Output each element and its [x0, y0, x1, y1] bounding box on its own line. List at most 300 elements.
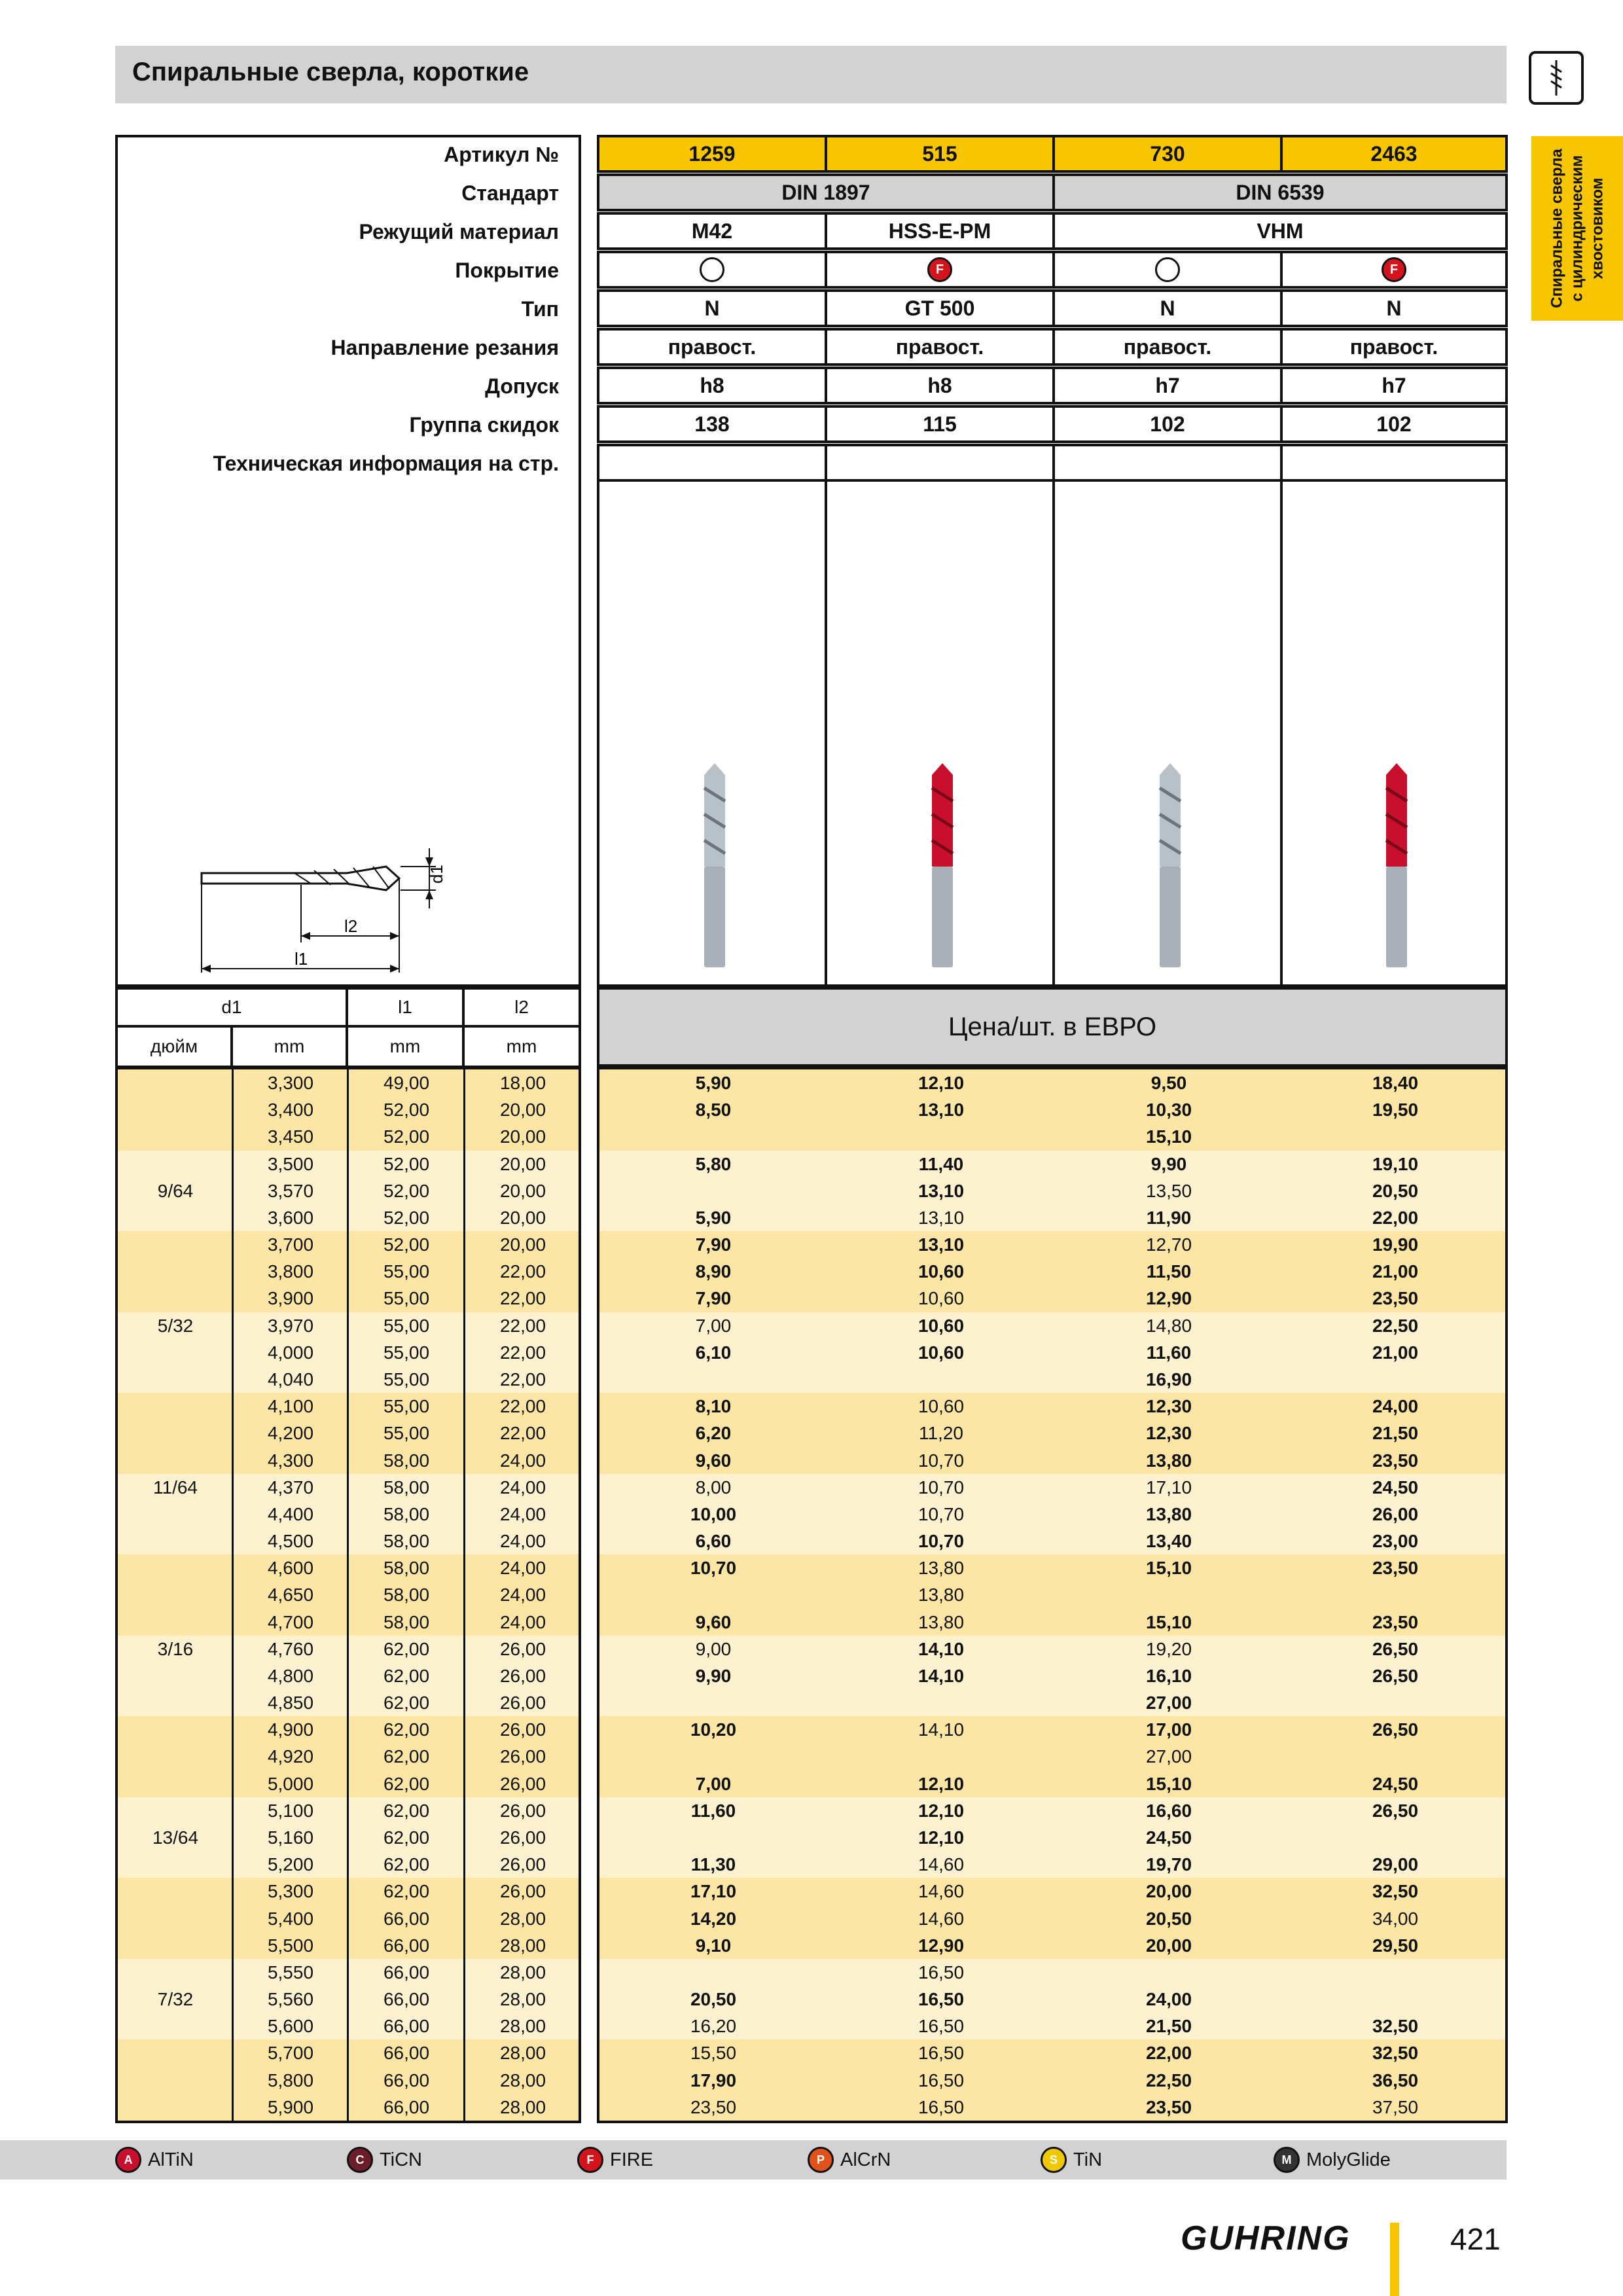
price-cell[interactable]: 5,90 — [695, 1207, 732, 1228]
legend-label: AlCrN — [840, 2149, 891, 2170]
inch-cell: 9/64 — [157, 1180, 194, 1201]
price-cell[interactable]: 5,80 — [695, 1153, 732, 1174]
price-cell[interactable]: 11,20 — [919, 1423, 963, 1444]
l1-cell: 66,00 — [383, 1908, 430, 1929]
price-cell[interactable]: 13,10 — [918, 1180, 965, 1201]
price-cell[interactable]: 16,90 — [1145, 1369, 1192, 1390]
l2-cell: 24,00 — [499, 1450, 546, 1471]
d1-cell: 4,600 — [267, 1558, 314, 1579]
l1-cell: 52,00 — [383, 1153, 430, 1174]
l1-cell: 58,00 — [383, 1558, 430, 1579]
price-cell[interactable]: 13,50 — [1145, 1180, 1192, 1201]
l1-cell: 62,00 — [383, 1693, 430, 1713]
price-cell[interactable]: 26,50 — [1372, 1800, 1419, 1821]
price-cell[interactable]: 14,60 — [918, 1854, 965, 1875]
price-cell[interactable]: 13,80 — [918, 1558, 965, 1579]
direction-cell: правост. — [1052, 328, 1283, 366]
legend-label: FIRE — [610, 2149, 654, 2170]
fire-coating-icon: F — [927, 257, 952, 282]
price-cell[interactable]: 10,70 — [918, 1503, 965, 1524]
table-row — [118, 1069, 581, 1096]
price-cell[interactable]: 19,70 — [1145, 1854, 1192, 1875]
price-row — [599, 1447, 1508, 1474]
coating-legend — [0, 2140, 1507, 2179]
price-cell[interactable]: 8,90 — [695, 1261, 732, 1282]
price-cell[interactable]: 29,00 — [1372, 1854, 1419, 1875]
price-cell[interactable]: 24,50 — [1145, 1827, 1192, 1848]
price-cell[interactable]: 19,50 — [1372, 1100, 1419, 1121]
l2-cell: 24,00 — [499, 1503, 546, 1524]
table-row — [118, 1501, 581, 1528]
price-cell[interactable]: 6,10 — [695, 1342, 732, 1363]
price-cell[interactable]: 17,00 — [1145, 1719, 1192, 1740]
price-cell[interactable]: 12,10 — [918, 1773, 965, 1794]
price-cell[interactable]: 19,90 — [1372, 1234, 1419, 1255]
price-cell[interactable]: 32,50 — [1372, 2043, 1419, 2064]
table-row — [118, 1986, 581, 2013]
price-cell[interactable]: 13,10 — [918, 1100, 965, 1121]
l2-cell: 26,00 — [499, 1773, 546, 1794]
table-row — [118, 1797, 581, 1824]
price-cell[interactable]: 14,60 — [918, 1881, 965, 1902]
tin-coating-icon: S — [1041, 2147, 1067, 2173]
d1-cell: 4,200 — [267, 1423, 314, 1444]
table-row — [118, 1609, 581, 1636]
price-row — [599, 1878, 1508, 1905]
table-row — [118, 1743, 581, 1770]
l2-cell: 28,00 — [499, 2070, 546, 2090]
table-row — [118, 1905, 581, 1932]
price-cell[interactable]: 10,60 — [918, 1342, 965, 1363]
price-cell[interactable]: 8,00 — [695, 1477, 732, 1498]
l2-cell: 26,00 — [499, 1719, 546, 1740]
price-row — [599, 1716, 1508, 1743]
d1-cell: 4,850 — [267, 1693, 314, 1713]
type-cell: N — [1052, 289, 1283, 327]
article-1259[interactable]: 1259 — [597, 135, 827, 173]
price-cell[interactable]: 10,60 — [918, 1315, 965, 1336]
section-side-tab[interactable] — [1531, 136, 1623, 321]
price-cell[interactable]: 21,50 — [1372, 1423, 1419, 1444]
dimension-table — [115, 1067, 581, 2123]
table-row — [118, 1366, 581, 1393]
drill-silver-image — [698, 762, 732, 971]
price-row — [599, 1554, 1508, 1581]
price-cell[interactable]: 23,50 — [1372, 1558, 1419, 1579]
price-cell[interactable]: 10,70 — [918, 1477, 965, 1498]
d1-cell: 4,370 — [267, 1477, 314, 1498]
d1-cell: 5,700 — [267, 2043, 314, 2064]
drill-silver-image — [1153, 762, 1187, 971]
price-table — [597, 1067, 1508, 2123]
l1-cell: 55,00 — [383, 1423, 430, 1444]
col-head-inch: дюйм — [115, 1025, 233, 1068]
price-cell[interactable]: 32,50 — [1372, 2016, 1419, 2037]
direction-cell: правост. — [597, 328, 827, 366]
price-cell[interactable]: 7,00 — [695, 1773, 732, 1794]
price-cell[interactable]: 24,50 — [1372, 1773, 1419, 1794]
material-hss-e-pm: HSS-E-PM — [825, 212, 1055, 250]
col-head-l1: l1 — [346, 987, 465, 1028]
discount-cell: 138 — [597, 405, 827, 443]
drill-image-1259[interactable] — [597, 482, 827, 987]
price-header: Цена/шт. в ЕВРО — [597, 987, 1508, 1067]
price-row — [599, 2039, 1508, 2066]
price-cell[interactable]: 15,50 — [690, 2043, 737, 2064]
d1-cell: 3,900 — [267, 1288, 314, 1309]
d1-cell: 4,300 — [267, 1450, 314, 1471]
price-cell[interactable]: 17,90 — [690, 2070, 737, 2090]
price-cell[interactable]: 12,30 — [1145, 1423, 1192, 1444]
price-cell[interactable]: 10,60 — [918, 1288, 965, 1309]
l1-cell: 66,00 — [383, 1935, 430, 1956]
l2-cell: 22,00 — [499, 1369, 546, 1390]
price-cell[interactable]: 11,40 — [918, 1153, 964, 1174]
d1-cell: 4,700 — [267, 1611, 314, 1632]
price-cell[interactable]: 13,80 — [1145, 1450, 1192, 1471]
article-2463[interactable]: 2463 — [1280, 135, 1508, 173]
price-cell[interactable]: 16,10 — [1145, 1665, 1192, 1686]
price-cell[interactable]: 15,10 — [1145, 1773, 1192, 1794]
article-515[interactable]: 515 — [825, 135, 1055, 173]
table-row — [118, 2013, 581, 2039]
price-cell[interactable]: 27,00 — [1145, 1746, 1192, 1767]
price-cell[interactable]: 11,50 — [1146, 1261, 1192, 1282]
discount-cell: 102 — [1280, 405, 1508, 443]
price-cell[interactable]: 21,50 — [1145, 2016, 1192, 2037]
price-cell[interactable]: 11,60 — [1146, 1342, 1192, 1363]
price-row — [599, 1312, 1508, 1339]
price-cell[interactable]: 22,00 — [1145, 2043, 1192, 2064]
table-row — [118, 1878, 581, 1905]
l2-cell: 28,00 — [499, 1962, 546, 1982]
price-cell[interactable]: 23,00 — [1372, 1531, 1419, 1552]
table-row — [118, 1851, 581, 1878]
price-cell[interactable]: 9,60 — [695, 1450, 732, 1471]
price-cell[interactable]: 16,50 — [918, 2096, 965, 2117]
l2-cell: 22,00 — [499, 1396, 546, 1417]
price-cell[interactable]: 14,10 — [918, 1719, 965, 1740]
label-material: Режущий материал — [359, 220, 559, 243]
price-cell[interactable]: 26,00 — [1372, 1503, 1419, 1524]
price-cell[interactable]: 9,90 — [1150, 1153, 1187, 1174]
l1-cell: 55,00 — [383, 1315, 430, 1336]
price-cell[interactable]: 19,10 — [1372, 1153, 1419, 1174]
price-cell[interactable]: 13,40 — [1145, 1531, 1192, 1552]
price-cell[interactable]: 26,50 — [1372, 1665, 1419, 1686]
price-cell[interactable]: 34,00 — [1372, 1908, 1419, 1929]
price-cell[interactable]: 10,70 — [918, 1450, 965, 1471]
page-title: Спиральные сверла, короткие — [132, 58, 529, 86]
tech-info-cell[interactable] — [1280, 444, 1508, 482]
d1-cell: 3,500 — [267, 1153, 314, 1174]
price-cell[interactable]: 12,10 — [918, 1800, 965, 1821]
d1-cell: 3,400 — [267, 1100, 314, 1121]
d1-cell: 4,100 — [267, 1396, 314, 1417]
legend-item-fire — [577, 2140, 653, 2179]
price-cell[interactable]: 16,50 — [918, 2070, 965, 2090]
price-row — [599, 1231, 1508, 1258]
l1-cell: 66,00 — [383, 2096, 430, 2117]
l1-cell: 55,00 — [383, 1396, 430, 1417]
price-cell[interactable]: 12,10 — [918, 1073, 965, 1093]
tech-info-cell[interactable] — [1052, 444, 1283, 482]
inch-cell: 11/64 — [153, 1477, 198, 1498]
price-cell[interactable]: 20,00 — [1145, 1935, 1192, 1956]
price-cell[interactable]: 20,50 — [690, 1989, 737, 2010]
price-row — [599, 1636, 1508, 1662]
l2-cell: 22,00 — [499, 1423, 546, 1444]
l2-cell: 24,00 — [499, 1477, 546, 1498]
price-cell[interactable]: 16,50 — [918, 1962, 965, 1982]
price-cell[interactable]: 7,90 — [695, 1288, 732, 1309]
d1-cell: 4,040 — [267, 1369, 314, 1390]
drill-section-icon — [1529, 51, 1584, 105]
price-cell[interactable]: 12,70 — [1145, 1234, 1192, 1255]
table-row — [118, 1177, 581, 1204]
price-cell[interactable]: 7,90 — [695, 1234, 732, 1255]
drill-image-2463[interactable] — [1280, 482, 1508, 987]
price-cell[interactable]: 12,90 — [918, 1935, 965, 1956]
price-cell[interactable]: 23,50 — [1372, 1288, 1419, 1309]
price-cell[interactable]: 14,10 — [918, 1638, 965, 1659]
price-cell[interactable]: 26,50 — [1372, 1638, 1419, 1659]
price-cell[interactable]: 16,50 — [918, 1989, 965, 2010]
price-cell[interactable]: 9,90 — [695, 1665, 732, 1686]
label-direction: Направление резания — [330, 336, 559, 359]
price-row — [599, 1959, 1508, 1986]
product-image-panel — [597, 482, 1508, 987]
price-cell[interactable]: 11,30 — [690, 1854, 736, 1875]
price-cell[interactable]: 24,00 — [1372, 1396, 1419, 1417]
price-cell[interactable]: 27,00 — [1145, 1693, 1192, 1713]
price-cell[interactable]: 12,10 — [918, 1827, 965, 1848]
d1-cell: 5,300 — [267, 1881, 314, 1902]
price-cell[interactable]: 10,30 — [1145, 1100, 1192, 1121]
direction-cell: правост. — [825, 328, 1055, 366]
price-cell[interactable]: 5,90 — [695, 1073, 732, 1093]
l2-cell: 26,00 — [499, 1693, 546, 1713]
l2-cell: 28,00 — [499, 1989, 546, 2010]
price-row — [599, 1366, 1508, 1393]
price-cell[interactable]: 9,00 — [695, 1638, 732, 1659]
price-cell[interactable]: 13,80 — [918, 1585, 965, 1605]
d1-cell: 3,970 — [267, 1315, 314, 1336]
diagram-l1-label: l1 — [294, 949, 308, 969]
table-row — [118, 1770, 581, 1797]
l2-cell: 20,00 — [499, 1180, 546, 1201]
side-tab-line-3: хвостовиком — [1588, 177, 1607, 279]
no-coating-icon — [700, 257, 724, 282]
brand-accent-bar — [1390, 2223, 1399, 2296]
table-row — [118, 1716, 581, 1743]
d1-cell: 5,500 — [267, 1935, 314, 1956]
alcrn-coating-icon: P — [808, 2147, 834, 2173]
price-cell[interactable]: 36,50 — [1372, 2070, 1419, 2090]
price-cell[interactable]: 8,50 — [695, 1100, 732, 1121]
price-cell[interactable]: 10,60 — [918, 1396, 965, 1417]
price-cell[interactable]: 14,20 — [690, 1908, 737, 1929]
l1-cell: 55,00 — [383, 1342, 430, 1363]
column-divider — [347, 1069, 349, 2121]
price-cell[interactable]: 22,50 — [1372, 1315, 1419, 1336]
price-cell[interactable]: 10,60 — [918, 1261, 965, 1282]
price-row — [599, 2067, 1508, 2094]
label-coating: Покрытие — [455, 259, 559, 282]
price-cell[interactable]: 10,70 — [690, 1558, 737, 1579]
l1-cell: 66,00 — [383, 1962, 430, 1982]
table-row — [118, 1231, 581, 1258]
tolerance-cell: h7 — [1052, 367, 1283, 404]
l1-cell: 52,00 — [383, 1100, 430, 1121]
table-row — [118, 1554, 581, 1581]
price-cell[interactable]: 16,20 — [690, 2016, 737, 2037]
price-cell[interactable]: 11,90 — [1146, 1207, 1192, 1228]
l2-cell: 22,00 — [499, 1261, 546, 1282]
price-cell[interactable]: 21,00 — [1372, 1261, 1419, 1282]
price-cell[interactable]: 7,00 — [695, 1315, 732, 1336]
price-row — [599, 1581, 1508, 1608]
label-article: Артикул № — [444, 143, 559, 166]
price-cell[interactable]: 32,50 — [1372, 1881, 1419, 1902]
price-cell[interactable]: 6,20 — [695, 1423, 732, 1444]
price-cell[interactable]: 8,10 — [695, 1396, 732, 1417]
price-cell[interactable]: 20,00 — [1145, 1881, 1192, 1902]
legend-label: TiN — [1073, 2149, 1103, 2170]
price-cell[interactable]: 16,50 — [918, 2016, 965, 2037]
price-cell[interactable]: 14,80 — [1145, 1315, 1192, 1336]
drill-image-515[interactable] — [825, 482, 1055, 987]
l2-cell: 28,00 — [499, 2096, 546, 2117]
col-head-l2: l2 — [462, 987, 581, 1028]
price-cell[interactable]: 13,80 — [918, 1611, 965, 1632]
d1-cell: 3,700 — [267, 1234, 314, 1255]
l2-cell: 20,00 — [499, 1126, 546, 1147]
l1-cell: 58,00 — [383, 1477, 430, 1498]
price-cell[interactable]: 24,50 — [1372, 1477, 1419, 1498]
price-cell[interactable]: 20,50 — [1145, 1908, 1192, 1929]
price-cell[interactable]: 13,80 — [1145, 1503, 1192, 1524]
price-cell[interactable]: 21,00 — [1372, 1342, 1419, 1363]
tech-info-cell[interactable] — [597, 444, 827, 482]
price-cell[interactable]: 14,10 — [918, 1665, 965, 1686]
price-cell[interactable]: 10,20 — [690, 1719, 737, 1740]
table-row — [118, 1474, 581, 1501]
brand-logo: GUHRING — [1181, 2219, 1351, 2257]
price-cell[interactable]: 26,50 — [1372, 1719, 1419, 1740]
l1-cell: 66,00 — [383, 2016, 430, 2037]
l1-cell: 62,00 — [383, 1881, 430, 1902]
table-row — [118, 1204, 581, 1231]
type-cell: GT 500 — [825, 289, 1055, 327]
drill-dimension-diagram — [190, 844, 517, 975]
price-cell[interactable]: 20,50 — [1372, 1180, 1419, 1201]
tech-info-cell[interactable] — [825, 444, 1055, 482]
price-cell[interactable]: 16,60 — [1145, 1800, 1192, 1821]
price-cell[interactable]: 11,60 — [690, 1800, 736, 1821]
coating-cell — [1052, 251, 1283, 289]
price-cell[interactable]: 23,50 — [690, 2096, 737, 2117]
l1-cell: 55,00 — [383, 1261, 430, 1282]
price-cell[interactable]: 13,10 — [918, 1207, 965, 1228]
price-cell[interactable]: 17,10 — [690, 1881, 737, 1902]
table-row — [118, 1662, 581, 1689]
price-cell[interactable]: 18,40 — [1372, 1073, 1419, 1093]
price-cell[interactable]: 14,60 — [918, 1908, 965, 1929]
l1-cell: 66,00 — [383, 1989, 430, 2010]
price-cell[interactable]: 13,10 — [918, 1234, 965, 1255]
label-standard: Стандарт — [461, 181, 559, 205]
l1-cell: 52,00 — [383, 1234, 430, 1255]
direction-cell: правост. — [1280, 328, 1508, 366]
col-head-mm: mm — [346, 1025, 465, 1068]
price-cell[interactable]: 10,00 — [690, 1503, 737, 1524]
price-cell[interactable]: 12,30 — [1145, 1396, 1192, 1417]
price-cell[interactable]: 10,70 — [918, 1531, 965, 1552]
price-cell[interactable]: 23,50 — [1372, 1450, 1419, 1471]
price-cell[interactable]: 37,50 — [1372, 2096, 1419, 2117]
d1-cell: 3,300 — [267, 1073, 314, 1093]
drill-fire-image — [925, 762, 959, 971]
price-cell[interactable]: 15,10 — [1145, 1126, 1192, 1147]
l1-cell: 55,00 — [383, 1369, 430, 1390]
table-row — [118, 1420, 581, 1446]
price-cell[interactable]: 19,20 — [1145, 1638, 1192, 1659]
l2-cell: 22,00 — [499, 1288, 546, 1309]
table-row — [118, 1824, 581, 1851]
type-cell: N — [597, 289, 827, 327]
price-row — [599, 1986, 1508, 2013]
price-cell[interactable]: 15,10 — [1145, 1558, 1192, 1579]
standard-din-6539: DIN 6539 — [1052, 173, 1508, 211]
price-cell[interactable]: 12,90 — [1145, 1288, 1192, 1309]
article-730[interactable]: 730 — [1052, 135, 1283, 173]
tolerance-cell: h7 — [1280, 367, 1508, 404]
price-cell[interactable]: 9,10 — [695, 1935, 732, 1956]
price-cell[interactable]: 9,60 — [695, 1611, 732, 1632]
d1-cell: 4,800 — [267, 1665, 314, 1686]
price-cell[interactable]: 15,10 — [1145, 1611, 1192, 1632]
price-cell[interactable]: 6,60 — [695, 1531, 732, 1552]
l2-cell: 28,00 — [499, 2016, 546, 2037]
price-cell[interactable]: 9,50 — [1150, 1073, 1187, 1093]
l1-cell: 58,00 — [383, 1611, 430, 1632]
d1-cell: 5,560 — [267, 1989, 314, 2010]
price-row — [599, 1258, 1508, 1285]
l2-cell: 26,00 — [499, 1854, 546, 1875]
drill-image-730[interactable] — [1052, 482, 1283, 987]
price-cell[interactable]: 23,50 — [1145, 2096, 1192, 2117]
price-cell[interactable]: 16,50 — [918, 2043, 965, 2064]
l2-cell: 20,00 — [499, 1207, 546, 1228]
l2-cell: 20,00 — [499, 1234, 546, 1255]
l2-cell: 28,00 — [499, 1935, 546, 1956]
l1-cell: 55,00 — [383, 1288, 430, 1309]
legend-item-ticn — [347, 2140, 422, 2179]
l1-cell: 62,00 — [383, 1746, 430, 1767]
page-number: 421 — [1450, 2222, 1501, 2256]
price-cell[interactable]: 29,50 — [1372, 1935, 1419, 1956]
price-cell[interactable]: 17,10 — [1145, 1477, 1192, 1498]
price-cell[interactable]: 22,00 — [1372, 1207, 1419, 1228]
price-cell[interactable]: 22,50 — [1145, 2070, 1192, 2090]
price-row — [599, 2013, 1508, 2039]
l2-cell: 26,00 — [499, 1638, 546, 1659]
price-row — [599, 1339, 1508, 1366]
price-cell[interactable]: 24,00 — [1145, 1989, 1192, 2010]
price-row — [599, 1204, 1508, 1231]
price-cell[interactable]: 23,50 — [1372, 1611, 1419, 1632]
